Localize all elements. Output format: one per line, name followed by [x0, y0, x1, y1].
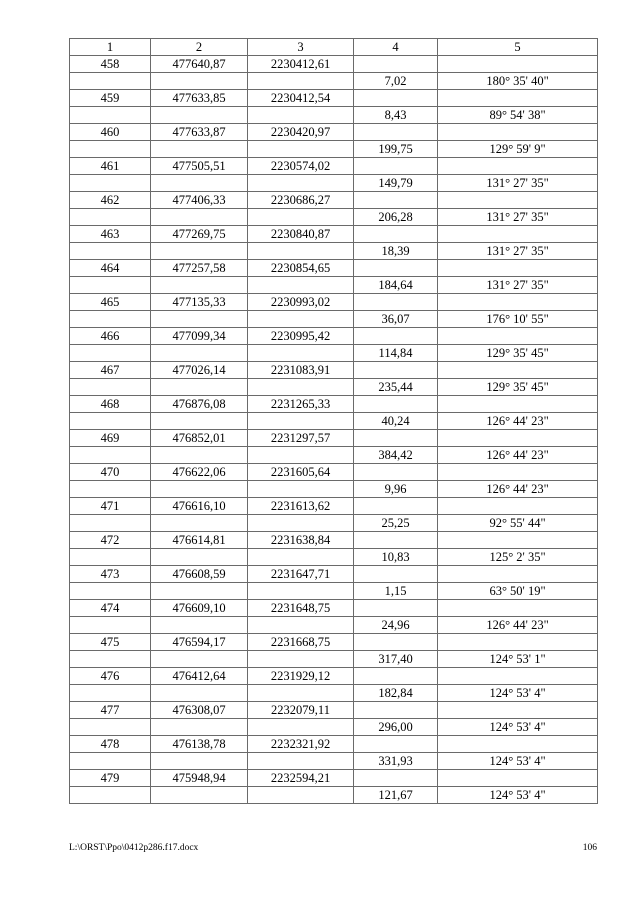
distance-cell: 8,43 [354, 107, 438, 124]
bearing-cell: 125° 2' 35" [438, 549, 598, 566]
x-coordinate-cell [151, 447, 248, 464]
point-number-cell [70, 515, 151, 532]
x-coordinate-cell [151, 379, 248, 396]
table-row [70, 617, 598, 634]
table-row [70, 515, 598, 532]
table-row [70, 566, 598, 583]
bearing-cell [438, 396, 598, 413]
y-coordinate-cell [248, 719, 354, 736]
y-coordinate-cell: 2231297,57 [248, 430, 354, 447]
bearing-cell [438, 90, 598, 107]
table-row [70, 668, 598, 685]
table-row [70, 549, 598, 566]
bearing-cell [438, 702, 598, 719]
x-coordinate-cell: 477633,87 [151, 124, 248, 141]
table-row [70, 702, 598, 719]
y-coordinate-cell [248, 515, 354, 532]
point-number-cell: 479 [70, 770, 151, 787]
point-number-cell: 465 [70, 294, 151, 311]
col-header-point: 1 [70, 39, 151, 56]
distance-cell [354, 498, 438, 515]
point-number-cell [70, 447, 151, 464]
point-number-cell: 474 [70, 600, 151, 617]
table-row [70, 73, 598, 90]
point-number-cell: 467 [70, 362, 151, 379]
distance-cell [354, 56, 438, 73]
point-number-cell [70, 73, 151, 90]
y-coordinate-cell [248, 243, 354, 260]
y-coordinate-cell [248, 107, 354, 124]
bearing-cell [438, 600, 598, 617]
distance-cell [354, 158, 438, 175]
y-coordinate-cell: 2232594,21 [248, 770, 354, 787]
distance-cell: 199,75 [354, 141, 438, 158]
distance-cell: 384,42 [354, 447, 438, 464]
x-coordinate-cell: 477633,85 [151, 90, 248, 107]
table-row [70, 753, 598, 770]
bearing-cell: 124° 53' 4" [438, 753, 598, 770]
table-body [70, 56, 598, 804]
table-row [70, 464, 598, 481]
distance-cell [354, 294, 438, 311]
distance-cell [354, 226, 438, 243]
distance-cell: 24,96 [354, 617, 438, 634]
y-coordinate-cell [248, 345, 354, 362]
distance-cell: 7,02 [354, 73, 438, 90]
distance-cell [354, 362, 438, 379]
table-row [70, 107, 598, 124]
table-row [70, 124, 598, 141]
table-row [70, 141, 598, 158]
table-row [70, 430, 598, 447]
point-number-cell: 476 [70, 668, 151, 685]
table-row [70, 498, 598, 515]
bearing-cell [438, 430, 598, 447]
x-coordinate-cell: 476609,10 [151, 600, 248, 617]
bearing-cell: 126° 44' 23" [438, 447, 598, 464]
x-coordinate-cell: 476608,59 [151, 566, 248, 583]
distance-cell: 10,83 [354, 549, 438, 566]
x-coordinate-cell [151, 481, 248, 498]
footer-file-path: L:\ORST\Ppo\0412p286.f17.docx [69, 843, 199, 853]
table-row [70, 175, 598, 192]
bearing-cell: 124° 53' 4" [438, 719, 598, 736]
distance-cell: 182,84 [354, 685, 438, 702]
table-row [70, 328, 598, 345]
point-number-cell [70, 413, 151, 430]
coordinates-table [69, 38, 598, 804]
distance-cell [354, 260, 438, 277]
x-coordinate-cell [151, 209, 248, 226]
y-coordinate-cell [248, 617, 354, 634]
table-row [70, 362, 598, 379]
y-coordinate-cell [248, 73, 354, 90]
y-coordinate-cell: 2230686,27 [248, 192, 354, 209]
y-coordinate-cell [248, 583, 354, 600]
distance-cell: 149,79 [354, 175, 438, 192]
bearing-cell [438, 362, 598, 379]
bearing-cell [438, 260, 598, 277]
distance-cell: 331,93 [354, 753, 438, 770]
y-coordinate-cell [248, 277, 354, 294]
point-number-cell: 470 [70, 464, 151, 481]
bearing-cell [438, 668, 598, 685]
point-number-cell [70, 141, 151, 158]
distance-cell [354, 600, 438, 617]
bearing-cell: 131° 27' 35" [438, 209, 598, 226]
table-row [70, 56, 598, 73]
distance-cell [354, 396, 438, 413]
y-coordinate-cell [248, 753, 354, 770]
x-coordinate-cell: 476616,10 [151, 498, 248, 515]
x-coordinate-cell: 477505,51 [151, 158, 248, 175]
x-coordinate-cell: 476412,64 [151, 668, 248, 685]
point-number-cell: 469 [70, 430, 151, 447]
distance-cell [354, 328, 438, 345]
point-number-cell: 471 [70, 498, 151, 515]
bearing-cell: 129° 35' 45" [438, 379, 598, 396]
point-number-cell: 462 [70, 192, 151, 209]
x-coordinate-cell: 476138,78 [151, 736, 248, 753]
footer-page-number: 106 [582, 843, 597, 853]
y-coordinate-cell [248, 685, 354, 702]
y-coordinate-cell: 2230993,02 [248, 294, 354, 311]
table-row [70, 736, 598, 753]
y-coordinate-cell [248, 311, 354, 328]
bearing-cell [438, 532, 598, 549]
x-coordinate-cell: 477099,34 [151, 328, 248, 345]
bearing-cell: 89° 54' 38" [438, 107, 598, 124]
table-row [70, 532, 598, 549]
y-coordinate-cell: 2231613,62 [248, 498, 354, 515]
table-row [70, 209, 598, 226]
table-row [70, 192, 598, 209]
x-coordinate-cell [151, 685, 248, 702]
point-number-cell [70, 175, 151, 192]
x-coordinate-cell: 475948,94 [151, 770, 248, 787]
point-number-cell [70, 379, 151, 396]
table-row [70, 719, 598, 736]
point-number-cell [70, 243, 151, 260]
x-coordinate-cell [151, 719, 248, 736]
y-coordinate-cell: 2232321,92 [248, 736, 354, 753]
bearing-cell [438, 192, 598, 209]
bearing-cell [438, 226, 598, 243]
x-coordinate-cell: 476876,08 [151, 396, 248, 413]
distance-cell: 206,28 [354, 209, 438, 226]
table-row [70, 634, 598, 651]
y-coordinate-cell [248, 549, 354, 566]
distance-cell: 235,44 [354, 379, 438, 396]
bearing-cell [438, 56, 598, 73]
bearing-cell [438, 498, 598, 515]
bearing-cell: 131° 27' 35" [438, 175, 598, 192]
point-number-cell: 477 [70, 702, 151, 719]
x-coordinate-cell [151, 345, 248, 362]
y-coordinate-cell: 2231605,64 [248, 464, 354, 481]
bearing-cell [438, 124, 598, 141]
table-row [70, 413, 598, 430]
x-coordinate-cell [151, 515, 248, 532]
bearing-cell: 126° 44' 23" [438, 617, 598, 634]
table-row [70, 345, 598, 362]
y-coordinate-cell: 2231929,12 [248, 668, 354, 685]
table-row [70, 158, 598, 175]
distance-cell: 317,40 [354, 651, 438, 668]
table-row [70, 600, 598, 617]
distance-cell [354, 668, 438, 685]
distance-cell [354, 192, 438, 209]
bearing-cell [438, 294, 598, 311]
x-coordinate-cell [151, 277, 248, 294]
x-coordinate-cell [151, 107, 248, 124]
point-number-cell: 461 [70, 158, 151, 175]
point-number-cell [70, 685, 151, 702]
table-row [70, 90, 598, 107]
y-coordinate-cell [248, 379, 354, 396]
x-coordinate-cell: 477406,33 [151, 192, 248, 209]
x-coordinate-cell [151, 549, 248, 566]
table-row [70, 311, 598, 328]
col-header-y: 3 [248, 39, 354, 56]
y-coordinate-cell: 2230840,87 [248, 226, 354, 243]
point-number-cell: 473 [70, 566, 151, 583]
point-number-cell: 475 [70, 634, 151, 651]
y-coordinate-cell: 2230412,54 [248, 90, 354, 107]
point-number-cell [70, 787, 151, 804]
table-row [70, 685, 598, 702]
point-number-cell [70, 311, 151, 328]
distance-cell [354, 464, 438, 481]
distance-cell [354, 90, 438, 107]
bearing-cell: 129° 59' 9" [438, 141, 598, 158]
y-coordinate-cell [248, 413, 354, 430]
point-number-cell [70, 549, 151, 566]
y-coordinate-cell [248, 447, 354, 464]
bearing-cell: 176° 10' 55" [438, 311, 598, 328]
point-number-cell: 478 [70, 736, 151, 753]
col-header-angle: 5 [438, 39, 598, 56]
bearing-cell: 126° 44' 23" [438, 413, 598, 430]
distance-cell: 296,00 [354, 719, 438, 736]
distance-cell: 121,67 [354, 787, 438, 804]
y-coordinate-cell [248, 175, 354, 192]
y-coordinate-cell: 2231638,84 [248, 532, 354, 549]
point-number-cell: 458 [70, 56, 151, 73]
bearing-cell: 63° 50' 19" [438, 583, 598, 600]
y-coordinate-cell: 2230420,97 [248, 124, 354, 141]
distance-cell [354, 532, 438, 549]
table-row [70, 294, 598, 311]
bearing-cell: 124° 53' 1" [438, 651, 598, 668]
table-row [70, 583, 598, 600]
y-coordinate-cell [248, 209, 354, 226]
bearing-cell: 124° 53' 4" [438, 787, 598, 804]
point-number-cell [70, 481, 151, 498]
point-number-cell [70, 583, 151, 600]
distance-cell: 40,24 [354, 413, 438, 430]
distance-cell [354, 770, 438, 787]
point-number-cell [70, 209, 151, 226]
y-coordinate-cell: 2231668,75 [248, 634, 354, 651]
x-coordinate-cell: 477135,33 [151, 294, 248, 311]
point-number-cell: 460 [70, 124, 151, 141]
x-coordinate-cell: 477269,75 [151, 226, 248, 243]
table-row [70, 787, 598, 804]
point-number-cell: 464 [70, 260, 151, 277]
col-header-distance: 4 [354, 39, 438, 56]
table-row [70, 260, 598, 277]
y-coordinate-cell: 2230854,65 [248, 260, 354, 277]
bearing-cell [438, 634, 598, 651]
x-coordinate-cell [151, 413, 248, 430]
x-coordinate-cell [151, 243, 248, 260]
x-coordinate-cell [151, 583, 248, 600]
y-coordinate-cell: 2231648,75 [248, 600, 354, 617]
x-coordinate-cell: 477026,14 [151, 362, 248, 379]
bearing-cell [438, 464, 598, 481]
point-number-cell [70, 753, 151, 770]
bearing-cell [438, 770, 598, 787]
bearing-cell [438, 328, 598, 345]
bearing-cell: 131° 27' 35" [438, 243, 598, 260]
table-row [70, 277, 598, 294]
distance-cell: 184,64 [354, 277, 438, 294]
point-number-cell [70, 345, 151, 362]
table-row [70, 396, 598, 413]
point-number-cell: 459 [70, 90, 151, 107]
distance-cell [354, 736, 438, 753]
bearing-cell [438, 736, 598, 753]
table-row [70, 770, 598, 787]
x-coordinate-cell: 476852,01 [151, 430, 248, 447]
distance-cell [354, 566, 438, 583]
bearing-cell: 92° 55' 44" [438, 515, 598, 532]
table-row [70, 481, 598, 498]
point-number-cell: 463 [70, 226, 151, 243]
x-coordinate-cell: 476614,81 [151, 532, 248, 549]
bearing-cell [438, 566, 598, 583]
x-coordinate-cell [151, 617, 248, 634]
x-coordinate-cell: 476308,07 [151, 702, 248, 719]
x-coordinate-cell [151, 141, 248, 158]
table-row [70, 379, 598, 396]
distance-cell [354, 430, 438, 447]
x-coordinate-cell [151, 311, 248, 328]
y-coordinate-cell [248, 787, 354, 804]
x-coordinate-cell: 476622,06 [151, 464, 248, 481]
distance-cell [354, 124, 438, 141]
table-row [70, 226, 598, 243]
x-coordinate-cell [151, 787, 248, 804]
y-coordinate-cell: 2230574,02 [248, 158, 354, 175]
y-coordinate-cell [248, 141, 354, 158]
distance-cell [354, 634, 438, 651]
table-row [70, 651, 598, 668]
distance-cell [354, 702, 438, 719]
y-coordinate-cell: 2232079,11 [248, 702, 354, 719]
distance-cell: 9,96 [354, 481, 438, 498]
y-coordinate-cell: 2230412,61 [248, 56, 354, 73]
x-coordinate-cell [151, 73, 248, 90]
distance-cell: 18,39 [354, 243, 438, 260]
distance-cell: 114,84 [354, 345, 438, 362]
distance-cell: 1,15 [354, 583, 438, 600]
point-number-cell: 468 [70, 396, 151, 413]
col-header-x: 2 [151, 39, 248, 56]
x-coordinate-cell: 477257,58 [151, 260, 248, 277]
point-number-cell [70, 617, 151, 634]
distance-cell: 36,07 [354, 311, 438, 328]
table-row [70, 447, 598, 464]
point-number-cell [70, 277, 151, 294]
x-coordinate-cell [151, 651, 248, 668]
y-coordinate-cell [248, 651, 354, 668]
point-number-cell [70, 719, 151, 736]
bearing-cell: 124° 53' 4" [438, 685, 598, 702]
y-coordinate-cell: 2231265,33 [248, 396, 354, 413]
bearing-cell: 131° 27' 35" [438, 277, 598, 294]
header-row [70, 39, 598, 56]
x-coordinate-cell: 477640,87 [151, 56, 248, 73]
point-number-cell [70, 107, 151, 124]
point-number-cell [70, 651, 151, 668]
y-coordinate-cell: 2231647,71 [248, 566, 354, 583]
y-coordinate-cell: 2230995,42 [248, 328, 354, 345]
x-coordinate-cell [151, 175, 248, 192]
y-coordinate-cell: 2231083,91 [248, 362, 354, 379]
table-row [70, 243, 598, 260]
bearing-cell: 126° 44' 23" [438, 481, 598, 498]
x-coordinate-cell [151, 753, 248, 770]
bearing-cell: 129° 35' 45" [438, 345, 598, 362]
point-number-cell: 472 [70, 532, 151, 549]
x-coordinate-cell: 476594,17 [151, 634, 248, 651]
bearing-cell [438, 158, 598, 175]
point-number-cell: 466 [70, 328, 151, 345]
distance-cell: 25,25 [354, 515, 438, 532]
bearing-cell: 180° 35' 40" [438, 73, 598, 90]
y-coordinate-cell [248, 481, 354, 498]
